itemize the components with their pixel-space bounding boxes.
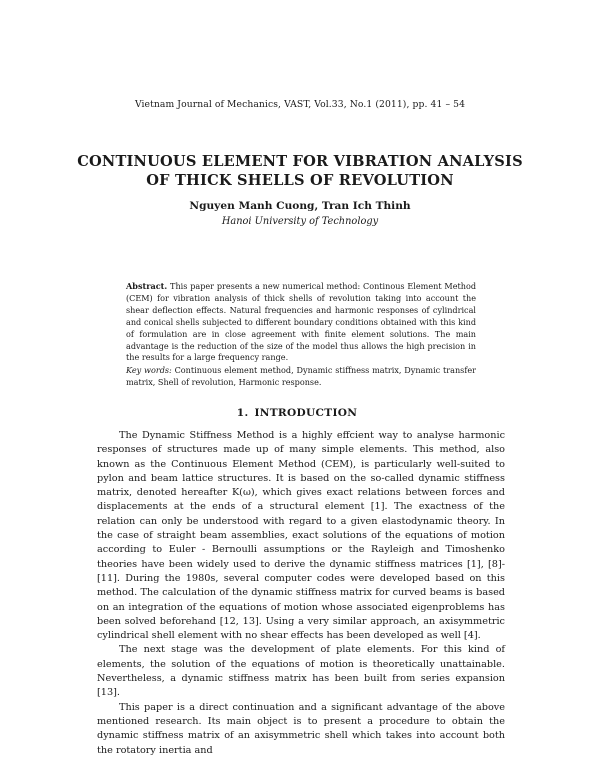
affiliation: Hanoi University of Technology: [221, 216, 379, 227]
title-line-1: CONTINUOUS ELEMENT FOR VIBRATION ANALYSIS: [77, 153, 523, 170]
section-heading: [0, 407, 600, 419]
section-number: 1.: [236, 407, 249, 419]
title-line-2: OF THICK SHELLS OF REVOLUTION: [146, 172, 454, 189]
paragraph: The next stage was the development of plate elements. For this kind of elements, the solution of the equations of motion is theoretically unattainable. Nevertheless, a dynamic stiffness matrix has been built from series expansion [13].: [97, 644, 505, 699]
journal-header: Vietnam Journal of Mechanics, VAST, Vol.33, No.1 (2011), pp. 41 – 54: [134, 99, 466, 110]
authors: Nguyen Manh Cuong, Tran Ich Thinh: [189, 200, 411, 212]
paper-title: [60, 152, 540, 190]
paragraph: The Dynamic Stiffness Method is a highly effcient way to analyse harmonic responses of structures made up of many simple elements. This method, also known as the Continuous Element Method (CEM), is particularly well-suited to pylon and beam lattice structures. It is based on the so-called dynamic stiffness matrix, denoted hereafter K(ω), which gives exact relations between forces and displacements at the ends of a structural element [1]. The exactness of the relation can only be understood with regard to a given elastodynamic theory. In the case of straight beam assemblies, exact solutions of the equations of motion according to Euler - Bernoulli assumptions or the Rayleigh and Timoshenko theories have been widely used to derive the dynamic stiffness matrices [1], [8]-[11]. During the 1980s, several computer codes were developed based on this method. The calculation of the dynamic stiffness matrix for curved beams is based on an integration of the equations of motion whose associated eigenproblems has been solved beforehand [12, 13]. Using a very similar approach, an axisymmetric cylindrical shell element with no shear effects has been developed as well [4].: [97, 430, 505, 642]
section-title: INTRODUCTION: [254, 407, 358, 419]
keywords-label: Key words:: [126, 365, 172, 375]
paragraph: This paper is a direct continuation and a significant advantage of the above mentioned research. Its main object is to present a procedure to obtain the dynamic stiffness matrix of an axisymmetric shell which takes into account both the rotatory inertia and: [97, 701, 505, 756]
body-text: [97, 429, 505, 758]
keywords-text: Continuous element method, Dynamic stiffness matrix, Dynamic transfer matrix, Shell of revolution, Harmonic response.: [126, 365, 476, 387]
abstract-text: This paper presents a new numerical method: Continous Element Method (CEM) for vibration analysis of thick shells of revolution taking into account the shear deflection effects. Natural frequencies and harmonic responses of cylindrical and conical shells subjected to different boundary conditions obtained with this kind of formulation are in close agreement with finite element solutions. The main advantage is the reduction of the size of the model thus allows the high precision in the results for a large frequency range.: [126, 281, 477, 363]
abstract-label: Abstract.: [126, 281, 168, 291]
abstract: [126, 281, 476, 364]
keywords: [126, 365, 476, 389]
